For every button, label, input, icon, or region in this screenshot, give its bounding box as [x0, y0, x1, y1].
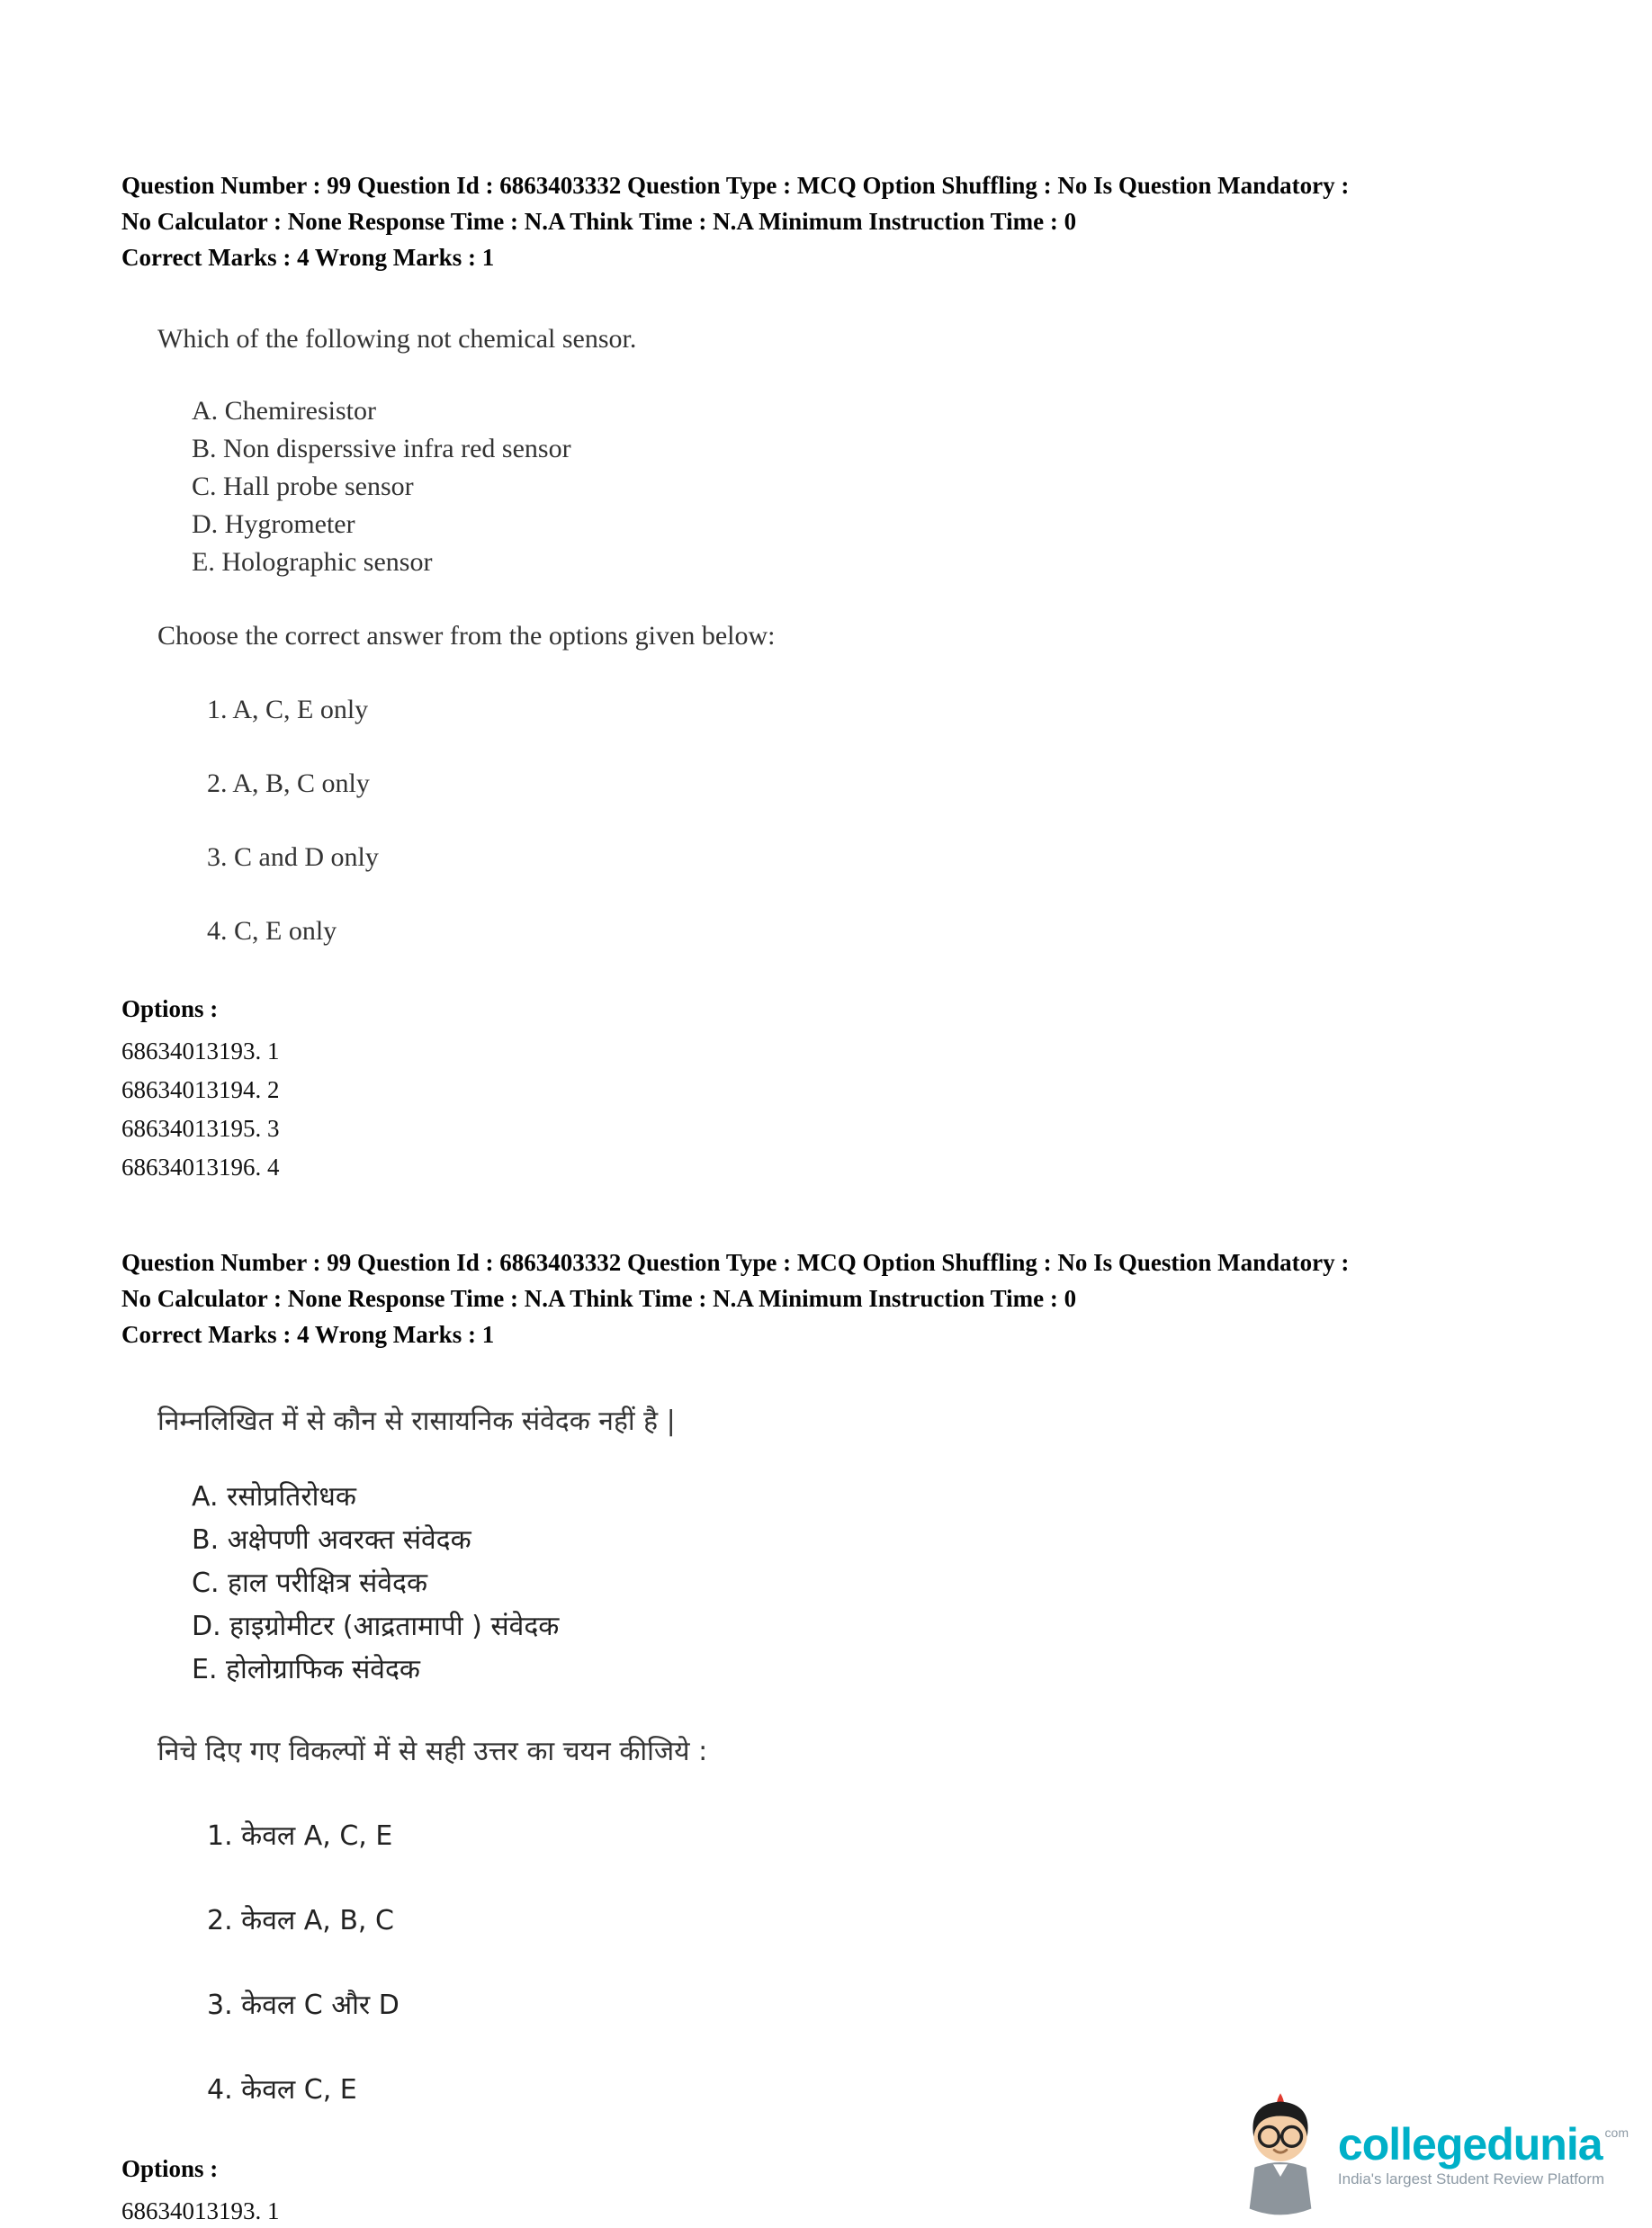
question-text: निम्नलिखित में से कौन से रासायनिक संवेदक नहीं है |	[157, 1406, 676, 1437]
choice-item: D. हाइग्रोमीटर (आद्रतामापी ) संवेदक	[192, 1611, 560, 1642]
option-id-list	[121, 1032, 1652, 1187]
choice-item: A. Chemiresistor	[192, 396, 376, 426]
question-metadata	[0, 167, 1652, 275]
answer-prompt: Choose the correct answer from the options given below:	[157, 621, 776, 651]
choice-item: A. रसोप्रतिरोधक	[192, 1481, 356, 1513]
answer-option: 3. केवल C और D	[207, 1990, 400, 2021]
question-meta-line: Question Number : 99 Question Id : 6863403332 Question Type : MCQ Option Shuffling : No Is Question Mandatory :	[121, 172, 1350, 199]
option-id: 68634013193. 1	[121, 2197, 280, 2224]
choice-list	[192, 392, 1652, 581]
question-meta-line: No Calculator : None Response Time : N.A Think Time : N.A Minimum Instruction Time : 0	[121, 1285, 1077, 1312]
brand-tagline: India's largest Student Review Platform	[1337, 2170, 1605, 2188]
choice-item: C. हाल परीक्षित्र संवेदक	[192, 1568, 427, 1599]
answer-option: 3. C and D only	[207, 842, 379, 872]
choice-item: E. होलोग्राफिक संवेदक	[192, 1654, 420, 1685]
answer-option: 4. केवल C, E	[207, 2074, 357, 2106]
option-id: 68634013194. 2	[121, 1076, 280, 1103]
choice-list	[192, 1476, 1652, 1692]
collegedunia-mascot-icon	[1234, 2091, 1327, 2219]
options-label: Options :	[121, 995, 219, 1022]
option-id: 68634013193. 1	[121, 1038, 280, 1065]
options-label: Options :	[121, 2155, 219, 2182]
answer-option: 2. A, B, C only	[207, 768, 370, 798]
choice-item: B. अक्षेपणी अवरक्त संवेदक	[192, 1524, 471, 1556]
choice-item: C. Hall probe sensor	[192, 472, 414, 501]
brand-name: collegedunia	[1337, 2119, 1603, 2170]
answer-option: 2. केवल A, B, C	[207, 1905, 394, 1936]
question-metadata	[0, 1244, 1652, 1352]
question-meta-line: No Calculator : None Response Time : N.A Think Time : N.A Minimum Instruction Time : 0	[121, 208, 1077, 235]
answer-option-list	[0, 695, 1652, 947]
answer-prompt: निचे दिए गए विकल्पों में से सही उत्तर का चयन कीजिये :	[157, 1736, 708, 1767]
answer-option: 1. A, C, E only	[207, 695, 369, 724]
brand-text-block	[1337, 2119, 1629, 2188]
option-id: 68634013195. 3	[121, 1115, 280, 1142]
choice-item: B. Non disperssive infra red sensor	[192, 434, 571, 463]
question-marks-line: Correct Marks : 4 Wrong Marks : 1	[121, 1321, 495, 1348]
answer-option-list	[0, 1816, 1652, 2107]
question-meta-line: Question Number : 99 Question Id : 6863403332 Question Type : MCQ Option Shuffling : No Is Question Mandatory :	[121, 1249, 1350, 1276]
brand-domain-suffix: com	[1604, 2125, 1629, 2140]
answer-option: 4. C, E only	[207, 916, 337, 946]
question-block-english	[0, 167, 1652, 1187]
question-block-hindi	[0, 1244, 1652, 2228]
choice-item: E. Holographic sensor	[192, 547, 433, 577]
question-text: Which of the following not chemical sensor.	[157, 324, 637, 354]
option-id: 68634013196. 4	[121, 1154, 280, 1181]
question-marks-line: Correct Marks : 4 Wrong Marks : 1	[121, 244, 495, 271]
answer-option: 1. केवल A, C, E	[207, 1820, 393, 1852]
choice-item: D. Hygrometer	[192, 509, 355, 539]
brand-logo	[1234, 2091, 1629, 2219]
